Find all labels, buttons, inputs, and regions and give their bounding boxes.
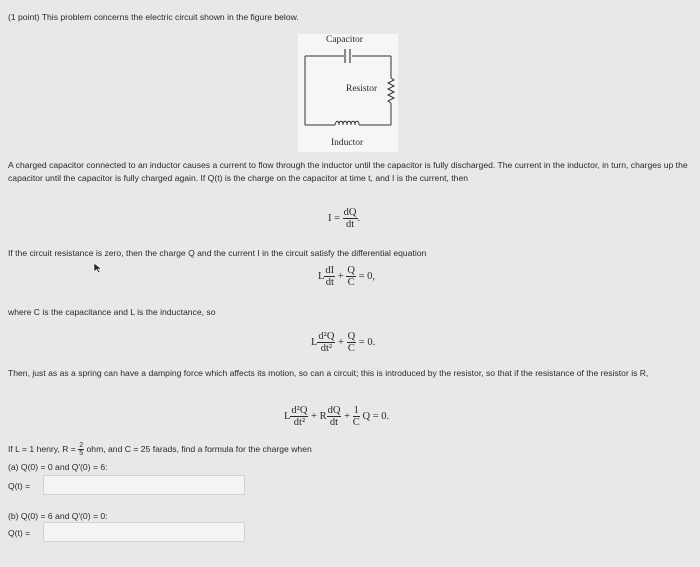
paragraph-intro: A charged capacitor connected to an inductor causes a current to flow through the inductor until the capacitor is fully discharged. The current in the inductor, in turn, charges up the capacitor until the capacitor is fully charged again. If Q(t) is the charge on the capacitor at time t, and I is the current, then: [8, 160, 688, 183]
eq3-denominator-2: C: [347, 343, 355, 354]
part-b-label: (b) Q(0) = 6 and Q′(0) = 0:: [8, 511, 108, 521]
circuit-figure: [298, 34, 398, 152]
given-values: [8, 442, 312, 457]
part-b-answer-input[interactable]: [43, 522, 245, 542]
eq4-fraction-1: [290, 405, 308, 428]
eq4-plus-r: + R: [311, 410, 327, 422]
inductor-label: Inductor: [331, 138, 364, 148]
equation-current: [328, 207, 360, 230]
equation-rlc: [284, 405, 389, 428]
eq4-tail: Q = 0.: [362, 410, 390, 422]
given-r-fraction: [78, 442, 84, 457]
eq2-denominator-1: dt: [325, 277, 334, 288]
eq4-numerator-1: d²Q: [291, 405, 308, 416]
eq3-numerator-1: d²Q: [318, 331, 335, 342]
eq1-lhs: I =: [328, 212, 341, 224]
paragraph-where: where C is the capacitance and L is the inductance, so: [8, 307, 216, 317]
given-r-numerator: 2: [79, 442, 84, 449]
eq4-numerator-2: dQ: [327, 405, 341, 416]
eq2-fraction-2: [346, 265, 356, 288]
eq3-fraction-2: [347, 331, 357, 354]
inductor-coil: [335, 121, 359, 125]
eq3-denominator-1: dt²: [320, 343, 333, 354]
eq2-numerator-2: Q: [347, 265, 355, 276]
eq4-numerator-3: 1: [353, 405, 359, 416]
paragraph-zero-resistance: If the circuit resistance is zero, then the charge Q and the current I in the circuit satisfy the differential equation: [8, 248, 427, 258]
eq2-denominator-2: C: [347, 277, 355, 288]
eq2-tail: = 0,: [358, 270, 375, 282]
eq1-numerator: dQ: [343, 207, 357, 218]
eq1-fraction: [343, 207, 358, 230]
resistor-label: Resistor: [346, 84, 378, 94]
eq4-fraction-3: [353, 405, 360, 428]
eq1-tail: .: [357, 212, 361, 224]
part-b-answer-label: Q(t) =: [8, 528, 31, 538]
eq3-L: L: [311, 336, 318, 348]
eq2-L: L: [318, 270, 325, 282]
part-a-label: (a) Q(0) = 0 and Q′(0) = 6:: [8, 462, 108, 472]
paragraph-damping: Then, just as as a spring can have a damping force which affects its motion, so can a circuit; this is introduced by the resistor, so that if the resistance of the resistor is R,: [8, 368, 649, 378]
eq3-numerator-2: Q: [347, 331, 356, 342]
eq4-denominator-3: C: [352, 417, 360, 428]
eq4-fraction-2: [327, 405, 342, 428]
eq2-numerator-1: dI: [325, 265, 335, 276]
part-a-answer-label: Q(t) =: [8, 481, 31, 491]
given-suffix: ohm, and C = 25 farads, find a formula for the charge when: [86, 443, 312, 454]
eq4-L: L: [284, 410, 291, 422]
equation-second-order: [311, 331, 375, 354]
eq4-plus: +: [344, 410, 350, 422]
eq3-tail: = 0.: [358, 336, 376, 348]
resistor-zigzag: [388, 78, 394, 103]
eq3-plus: +: [338, 336, 344, 348]
given-prefix: If L = 1 henry, R =: [8, 443, 76, 454]
given-r-denominator: 5: [79, 450, 84, 457]
mouse-cursor-icon: [93, 262, 103, 274]
capacitor-label: Capacitor: [326, 35, 363, 45]
equation-lc: [318, 265, 375, 288]
eq4-denominator-2: dt: [329, 417, 339, 428]
eq1-denominator: dt: [346, 219, 355, 230]
eq3-fraction-1: [317, 331, 335, 354]
eq2-plus: +: [337, 270, 344, 282]
eq2-fraction-1: [324, 265, 335, 288]
eq4-denominator-1: dt²: [293, 417, 306, 428]
problem-header: (1 point) This problem concerns the electric circuit shown in the figure below.: [8, 12, 299, 22]
part-a-answer-input[interactable]: [43, 475, 245, 495]
